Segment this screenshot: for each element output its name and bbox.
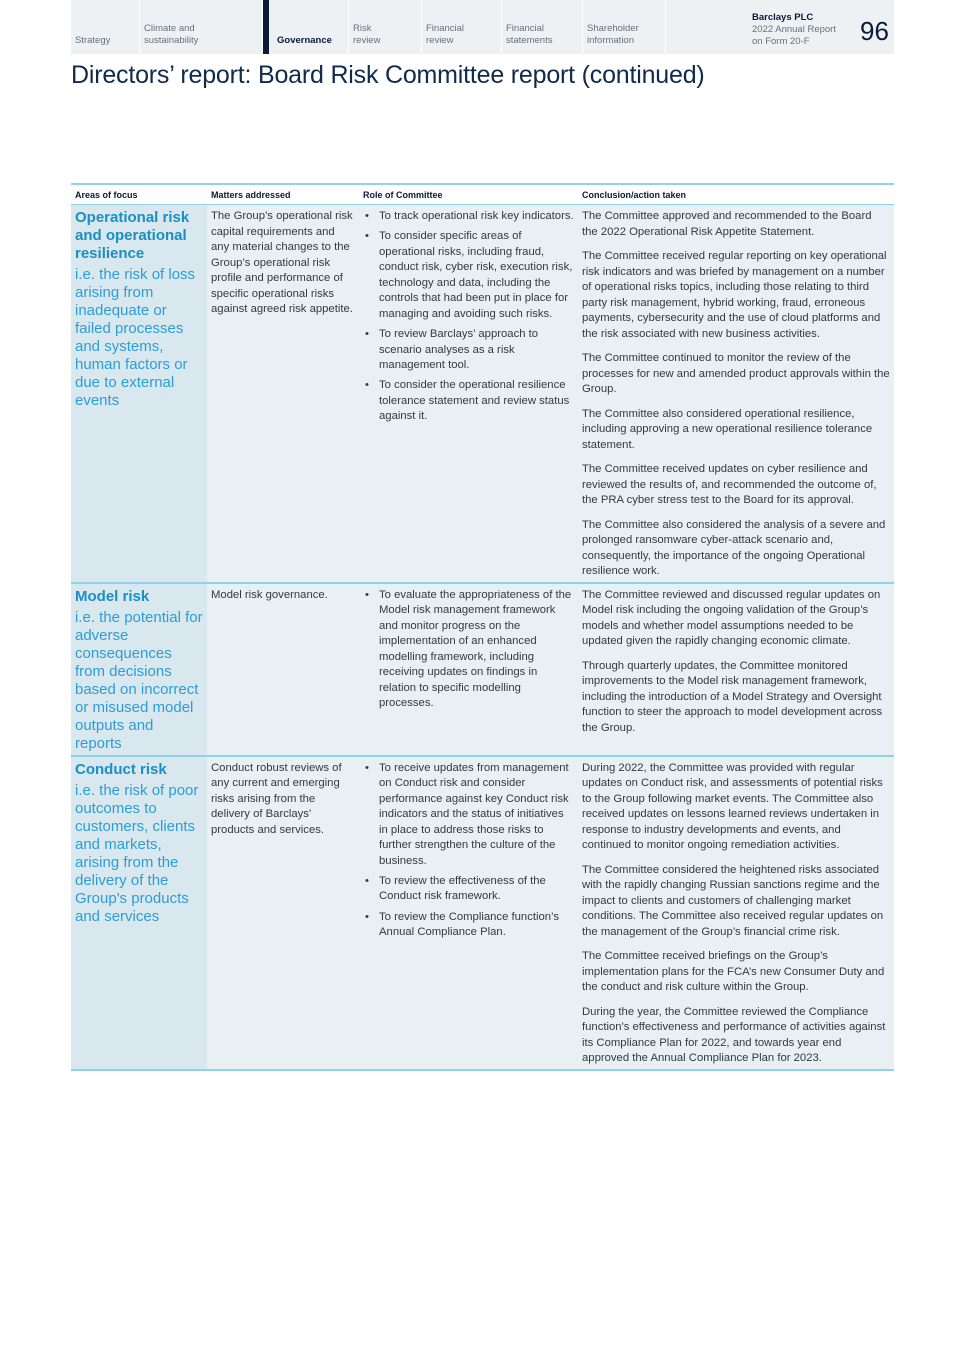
focus-areas-table: [71, 183, 894, 1071]
nav-tab-label: Financial review: [426, 23, 465, 46]
role-item: • To receive updates from management on Conduct risk and consider performance against key Conduct risk indicators and the status of initiatives in place to address those risks to further strengthen the culture of the business.: [379, 761, 574, 870]
matters-cell: The Group’s operational risk capital requirements and any material changes to the Group’s operational risk profile and performance of specific operational risks against agreed risk appetite.: [207, 205, 359, 583]
nav-tab-label: Climate and sustainability: [144, 23, 199, 46]
conclusion-cell: [578, 205, 894, 583]
area-description: i.e. the potential for adverse consequences from decisions based on incorrect or misused model outputs and reports: [75, 608, 203, 752]
role-item: • To evaluate the appropriateness of the Model risk management framework and monitor progress on the implementation of an enhanced modelling framework, including receiving updates on findings in relation to specific modelling processes.: [379, 588, 574, 712]
report-brand: [752, 12, 842, 48]
table-row: [71, 205, 894, 583]
conclusion-paragraph: The Committee also considered the analysis of a severe and prolonged ransomware cyber-attack scenario and, consequently, the importance of the ongoing Operational resilience work.: [582, 518, 886, 577]
conclusion-paragraph: The Committee reviewed and discussed regular updates on Model risk including the ongoing validation of the Group’s models and whether model assumptions needed to be updated given the rapidly changing economic climate.: [582, 588, 881, 647]
conclusion-paragraph: During 2022, the Committee was provided with regular updates on Conduct risk, and assessments of potential risks to the Group following market events. The Committee also received updates on lessons learned reviews undertaken in response to industry developments and events, and continued to monitor ongoing remediation activities.: [582, 761, 883, 851]
nav-tab-financial-statements[interactable]: [502, 0, 583, 54]
page-number: 96: [860, 16, 889, 46]
role-cell: [359, 583, 578, 756]
conclusion-paragraph: The Committee received briefings on the Group’s implementation plans for the FCA’s new Consumer Duty and the conduct and risk culture within the Group.: [582, 950, 885, 993]
matters-cell: Model risk governance.: [207, 583, 359, 756]
area-title: Model risk: [75, 587, 150, 605]
conclusion-paragraph: The Committee received updates on cyber resilience and reviewed the results of, and recommended the outcome of, the PRA cyber stress test to the Board for its approval.: [582, 463, 877, 506]
column-header-matters: Matters addressed: [207, 184, 359, 205]
area-title: Conduct risk: [75, 760, 167, 778]
nav-tab-shareholder-information[interactable]: [583, 0, 666, 54]
company-name: Barclays PLC: [752, 12, 814, 23]
conclusion-paragraph: The Committee continued to monitor the review of the processes for new and amended product approvals within the Group.: [582, 352, 890, 395]
table-row: [71, 756, 894, 1070]
role-item: • To consider specific areas of operational risks, including fraud, conduct risk, cyber risk, execution risk, technology and data, including the controls that had been put in place for managing and avoiding such risks.: [379, 229, 574, 322]
role-item: • To review Barclays’ approach to scenario analyses as a risk management tool.: [379, 327, 574, 374]
column-header-role: Role of Committee: [359, 184, 578, 205]
table-row: [71, 583, 894, 756]
role-item: • To review the Compliance function’s Annual Compliance Plan.: [379, 910, 574, 941]
area-title: Operational risk and operational resilience: [75, 209, 190, 262]
page-title: Directors’ report: Board Risk Committee report (continued): [71, 61, 705, 89]
nav-tab-risk-review[interactable]: [349, 0, 422, 54]
nav-tab-governance[interactable]: [263, 0, 349, 54]
conclusion-paragraph: Through quarterly updates, the Committee monitored improvements to the Model risk management framework, including the introduction of a Model Strategy and Oversight function to steer the approach to model development across the Group.: [582, 659, 883, 734]
role-item: • To review the effectiveness of the Conduct risk framework.: [379, 874, 574, 905]
nav-tab-label: Shareholder information: [587, 23, 639, 46]
column-header-conclusion: Conclusion/action taken: [578, 184, 894, 205]
matters-cell: Conduct robust reviews of any current and emerging risks arising from the delivery of Barclays' products and services.: [207, 756, 359, 1070]
area-description: i.e. the risk of loss arising from inadequate or failed processes and systems, human factors or due to external events: [75, 266, 196, 409]
area-cell: [71, 583, 207, 756]
conclusion-cell: [578, 583, 894, 756]
report-name: 2022 Annual Report on Form 20-F: [752, 24, 836, 47]
area-description: i.e. the risk of poor outcomes to customers, clients and markets, arising from the delivery of the Group's products and services: [75, 781, 199, 925]
area-cell: [71, 756, 207, 1070]
nav-tab-label: Strategy: [75, 35, 111, 46]
nav-tab-financial-review[interactable]: [422, 0, 502, 54]
role-cell: [359, 756, 578, 1070]
role-cell: [359, 205, 578, 583]
nav-tab-climate[interactable]: [140, 0, 263, 54]
nav-tab-label: Financial statements: [506, 23, 553, 46]
conclusion-paragraph: The Committee approved and recommended to the Board the 2022 Operational Risk Appetite Statement.: [582, 210, 872, 238]
column-header-areas: Areas of focus: [71, 184, 207, 205]
conclusion-cell: [578, 756, 894, 1070]
role-item: • To consider the operational resilience tolerance statement and review status against it.: [379, 378, 574, 425]
role-item: • To track operational risk key indicators.: [379, 209, 574, 225]
conclusion-paragraph: During the year, the Committee reviewed the Compliance function's effectiveness and performance of activities against its Compliance Plan for 2022, and towards year end approved the Annual Compliance Plan for 2023.: [582, 1005, 886, 1064]
nav-tab-label: Governance: [277, 35, 332, 46]
area-cell: [71, 205, 207, 583]
nav-tab-label: Risk review: [353, 23, 381, 46]
conclusion-paragraph: The Committee received regular reporting on key operational risk indicators and was briefed by management on a number of operational risks topics, including those relating to third party risk management, hybrid working, fraud, erroneous payments, cybersecurity and the use of cloud platforms and the risk associated with new business activities.: [582, 250, 887, 340]
nav-tab-strategy[interactable]: [71, 0, 140, 54]
table-header-row: [71, 184, 894, 205]
conclusion-paragraph: The Committee also considered operational resilience, including approving a new operational resilience tolerance statement.: [582, 407, 873, 451]
conclusion-paragraph: The Committee considered the heightened risks associated with the rapidly changing Russian sanctions regime and the impact to clients and customers of challenging market conditions. The Committee also received regular updates on the management of the Group’s financial crime risk.: [582, 863, 884, 938]
